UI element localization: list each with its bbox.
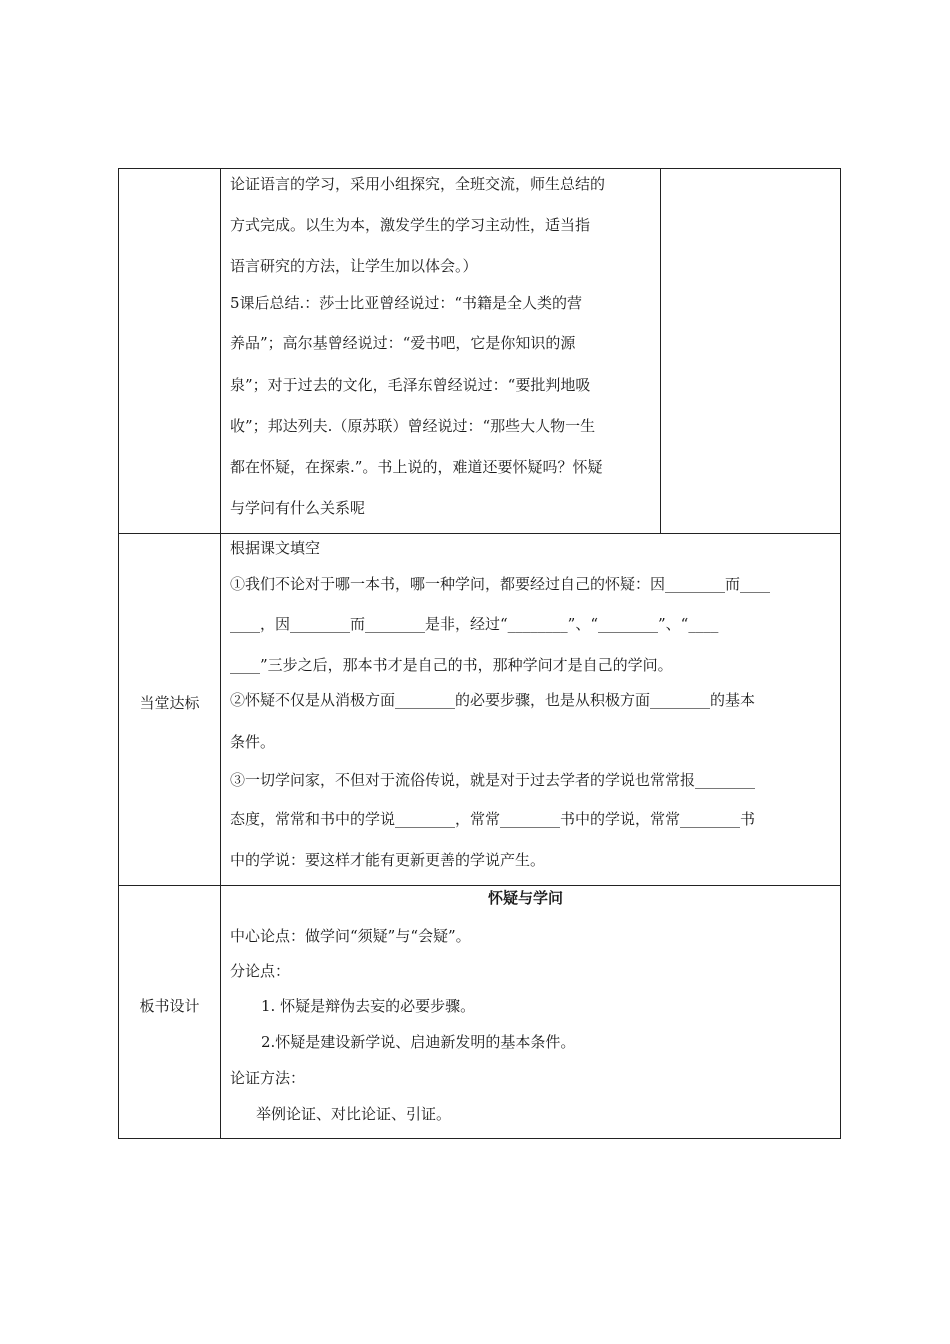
table-border-right	[840, 168, 841, 1139]
row1-line-1: 论证语言的学习，采用小组探究，全班交流，师生总结的	[230, 175, 606, 193]
row2-line-7: ③一切学问家，不但对于流俗传说，就是对于过去学者的学说也常常报________	[230, 771, 756, 789]
row3-label: 板书设计	[139, 997, 200, 1015]
row2-line-4: ____”三步之后，那本书才是自己的书，那种学问才是自己的学问。	[230, 656, 673, 674]
row2-line-5: ②怀疑不仅是从消极方面________的必要步骤，也是从积极方面________的基本	[230, 691, 756, 709]
row1-line-4: 5课后总结.：莎士比亚曾经说过：“书籍是全人类的营	[230, 294, 582, 312]
table-border-bottom	[118, 1138, 840, 1139]
sub-argument-1: 1. 怀疑是辩伪去妄的必要步骤。	[261, 997, 476, 1015]
methods-list: 举例论证、对比论证、引证。	[256, 1105, 452, 1123]
row-divider-1	[118, 533, 840, 534]
methods-heading: 论证方法：	[230, 1069, 306, 1087]
row1-line-6: 泉”；对于过去的文化，毛泽东曾经说过：“要批判地吸	[230, 376, 591, 394]
row2-line-3: ____，因________而________是非，经过“________”、“________”、“____	[230, 615, 719, 633]
row1-line-3: 语言研究的方法，让学生加以体会。）	[230, 257, 478, 275]
sub-argument-2: 2.怀疑是建设新学说、启迪新发明的基本条件。	[261, 1033, 576, 1051]
row2-line-1: 根据课文填空	[230, 539, 321, 557]
row2-label: 当堂达标	[139, 694, 200, 712]
central-argument: 中心论点：做学问“须疑”与“会疑”。	[230, 927, 471, 945]
column-divider-label	[220, 168, 221, 1139]
row2-line-8: 态度，常常和书中的学说________，常常________书中的学说，常常________书	[230, 810, 756, 828]
row-divider-2	[118, 885, 840, 886]
row2-line-6: 条件。	[230, 733, 276, 751]
sub-arguments-heading: 分论点：	[230, 962, 291, 980]
row1-line-8: 都在怀疑，在探索.”。书上说的，难道还要怀疑吗？怀疑	[230, 458, 603, 476]
row1-line-2: 方式完成。以生为本，激发学生的学习主动性，适当指	[230, 216, 591, 234]
board-title: 怀疑与学问	[488, 889, 564, 907]
table-border-left	[118, 168, 119, 1139]
row1-line-7: 收”；邦达列夫.（原苏联）曾经说过：“那些大人物一生	[230, 417, 596, 435]
row2-line-2: ①我们不论对于哪一本书，哪一种学问，都要经过自己的怀疑：因________而____	[230, 575, 771, 593]
row1-line-9: 与学问有什么关系呢	[230, 499, 366, 517]
row2-line-9: 中的学说：要这样才能有更新更善的学说产生。	[230, 851, 546, 869]
row1-line-5: 养品”；高尔基曾经说过：“爱书吧，它是你知识的源	[230, 334, 576, 352]
table-border-top	[118, 168, 840, 169]
column-divider-notes	[660, 168, 661, 534]
